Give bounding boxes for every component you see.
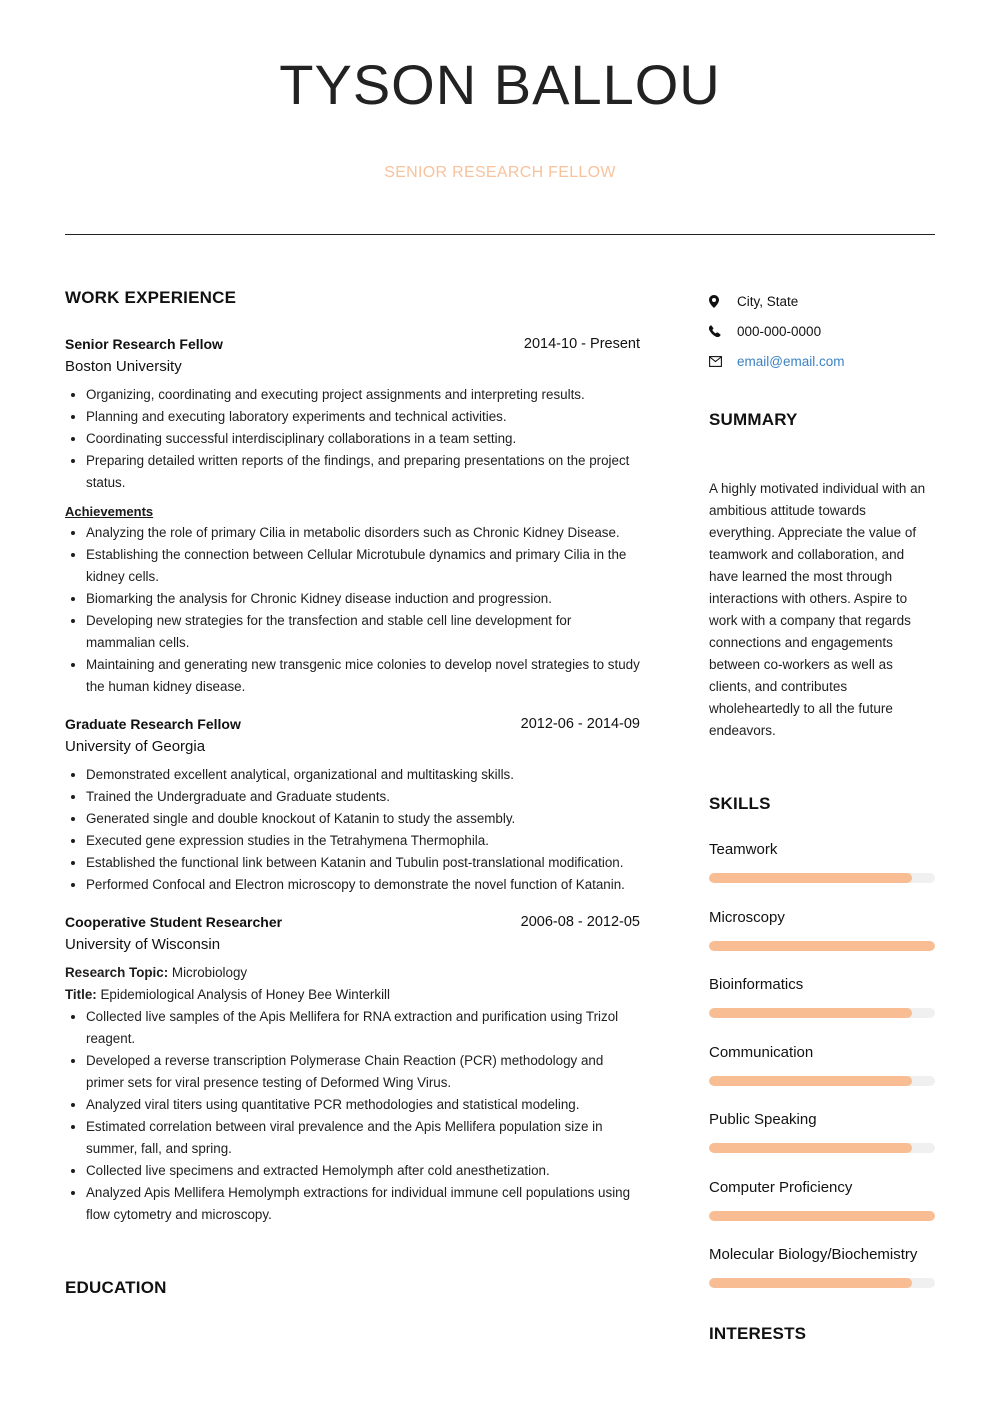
- skill-bar: [709, 1076, 935, 1086]
- list-item: • Collected live samples of the Apis Mellifera for RNA extraction and purification using Trizol reagent.: [86, 1006, 640, 1050]
- list-item: • Biomarking the analysis for Chronic Kidney disease induction and progression.: [86, 588, 640, 610]
- list-item: • Preparing detailed written reports of the findings, and preparing presentations on the project status.: [86, 450, 640, 494]
- list-item: • Analyzing the role of primary Cilia in metabolic disorders such as Chronic Kidney Disease.: [86, 522, 640, 544]
- skill-name: Computer Proficiency: [709, 1178, 853, 1196]
- job-organization: Boston University: [65, 358, 182, 375]
- contact-email: [709, 346, 935, 376]
- envelope-icon: [709, 356, 737, 367]
- research-topic-line: [65, 962, 640, 984]
- achievements-label: Achievements: [65, 504, 154, 519]
- list-item: • Collected live specimens and extracted Hemolymph after cold anesthetization.: [86, 1160, 640, 1182]
- skill-bar: [709, 1143, 935, 1153]
- list-item: • Analyzed Apis Mellifera Hemolymph extractions for individual immune cell populations using flow cytometry and microscopy.: [86, 1182, 640, 1226]
- skill-item: [709, 1044, 935, 1112]
- skill-item: [709, 841, 935, 909]
- skill-name: Public Speaking: [709, 1111, 817, 1128]
- skill-name: Teamwork: [709, 841, 778, 858]
- skill-item: [709, 909, 935, 977]
- list-item: • Organizing, coordinating and executing project assignments and interpreting results.: [86, 384, 640, 406]
- skill-bar: [709, 1008, 935, 1018]
- list-item: • Maintaining and generating new transgenic mice colonies to develop novel strategies to study the human kidney disease.: [86, 654, 640, 698]
- contact-location: [709, 286, 935, 316]
- interests-heading: INTERESTS: [709, 1323, 807, 1343]
- research-title-label: Title:: [65, 987, 97, 1002]
- skill-bar-fill: [709, 941, 935, 951]
- job-organization: University of Georgia: [65, 738, 206, 755]
- location-pin-icon: [709, 295, 737, 308]
- skill-bar-fill: [709, 1008, 912, 1018]
- skill-bar: [709, 1211, 935, 1221]
- skill-bar-fill: [709, 1143, 912, 1153]
- contact-phone: [709, 316, 935, 346]
- education-heading: EDUCATION: [65, 1278, 167, 1297]
- list-item: • Coordinating successful interdisciplinary collaborations in a team setting.: [86, 428, 640, 450]
- list-item: • Established the functional link between Katanin and Tubulin post-translational modification.: [86, 852, 640, 874]
- skill-item: [709, 1246, 935, 1314]
- skill-bar-fill: [709, 1076, 912, 1086]
- research-title-line: [65, 984, 640, 1006]
- job-title: Graduate Research Fellow: [65, 716, 241, 732]
- job-organization: University of Wisconsin: [65, 936, 221, 953]
- skill-item: [709, 1179, 935, 1247]
- job-bullets: [65, 1006, 640, 1226]
- skill-name: Communication: [709, 1043, 814, 1061]
- research-topic-value: Microbiology: [168, 965, 248, 980]
- skill-bar: [709, 873, 935, 883]
- skills-heading: SKILLS: [709, 794, 771, 813]
- job-title: Senior Research Fellow: [65, 336, 223, 352]
- skill-bar-fill: [709, 1278, 912, 1288]
- list-item: • Trained the Undergraduate and Graduate students.: [86, 786, 640, 808]
- job-bullets: [65, 764, 640, 896]
- job-date: 2014-10 - Present: [523, 336, 640, 352]
- skill-name: Molecular Biology/Biochemistry: [709, 1246, 918, 1263]
- skill-bar-fill: [709, 1211, 935, 1221]
- skill-bar: [709, 941, 935, 951]
- list-item: • Developed a reverse transcription Polymerase Chain Reaction (PCR) methodology and primer sets for viral presence testing of Deformed Wing Virus.: [86, 1050, 640, 1094]
- summary-heading: SUMMARY: [709, 410, 798, 429]
- skill-name: Bioinformatics: [709, 976, 804, 993]
- skill-bar-fill: [709, 873, 912, 883]
- list-item: • Estimated correlation between viral prevalence and the Apis Mellifera population size in summer, fall, and spring.: [86, 1116, 640, 1160]
- list-item: • Demonstrated excellent analytical, organizational and multitasking skills.: [86, 764, 640, 786]
- skill-bar: [709, 1278, 935, 1288]
- list-item: • Performed Confocal and Electron microscopy to demonstrate the novel function of Katanin.: [86, 874, 640, 896]
- list-item: • Executed gene expression studies in the Tetrahymena Thermophila.: [86, 830, 640, 852]
- job-entry-1: [65, 336, 640, 698]
- candidate-title: SENIOR RESEARCH FELLOW: [384, 164, 616, 181]
- list-item: • Generated single and double knockout of Katanin to study the assembly.: [86, 808, 640, 830]
- location-text: City, State: [737, 293, 799, 309]
- job-date: 2012-06 - 2014-09: [520, 716, 640, 732]
- summary-text: A highly motivated individual with an ambitious attitude towards everything. Appreciate the value of teamwork and collaboration, and have learned the most through interactions with others. Aspire to work with a company that regards connections and engagements between co-workers as well as clients, and contributes wholeheartedly to all the future endeavors.: [709, 481, 926, 738]
- research-topic-label: Research Topic:: [65, 965, 169, 980]
- phone-icon: [709, 325, 737, 337]
- research-title-value: Epidemiological Analysis of Honey Bee Winterkill: [96, 987, 390, 1002]
- list-item: • Planning and executing laboratory experiments and technical activities.: [86, 406, 640, 428]
- job-entry-2: [65, 716, 640, 896]
- achievements-list: [65, 522, 640, 698]
- candidate-name: TYSON BALLOU: [279, 53, 721, 116]
- skill-name: Microscopy: [709, 908, 785, 926]
- job-bullets: [65, 384, 640, 494]
- list-item: • Developing new strategies for the transfection and stable cell line development for mammalian cells.: [86, 610, 640, 654]
- skills-list: [709, 841, 935, 1314]
- email-link[interactable]: email@email.com: [737, 353, 845, 369]
- list-item: • Establishing the connection between Cellular Microtubule dynamics and primary Cilia in the kidney cells.: [86, 544, 640, 588]
- job-title: Cooperative Student Researcher: [65, 914, 283, 930]
- job-entry-3: [65, 914, 640, 1226]
- work-experience-heading: WORK EXPERIENCE: [65, 288, 237, 307]
- phone-text: 000-000-0000: [737, 323, 822, 339]
- list-item: • Analyzed viral titers using quantitative PCR methodologies and statistical modeling.: [86, 1094, 640, 1116]
- skill-item: [709, 976, 935, 1044]
- header-divider: [65, 234, 935, 235]
- right-column: [709, 286, 935, 1344]
- skill-item: [709, 1111, 935, 1179]
- job-date: 2006-08 - 2012-05: [520, 914, 640, 930]
- left-column: [65, 288, 640, 1298]
